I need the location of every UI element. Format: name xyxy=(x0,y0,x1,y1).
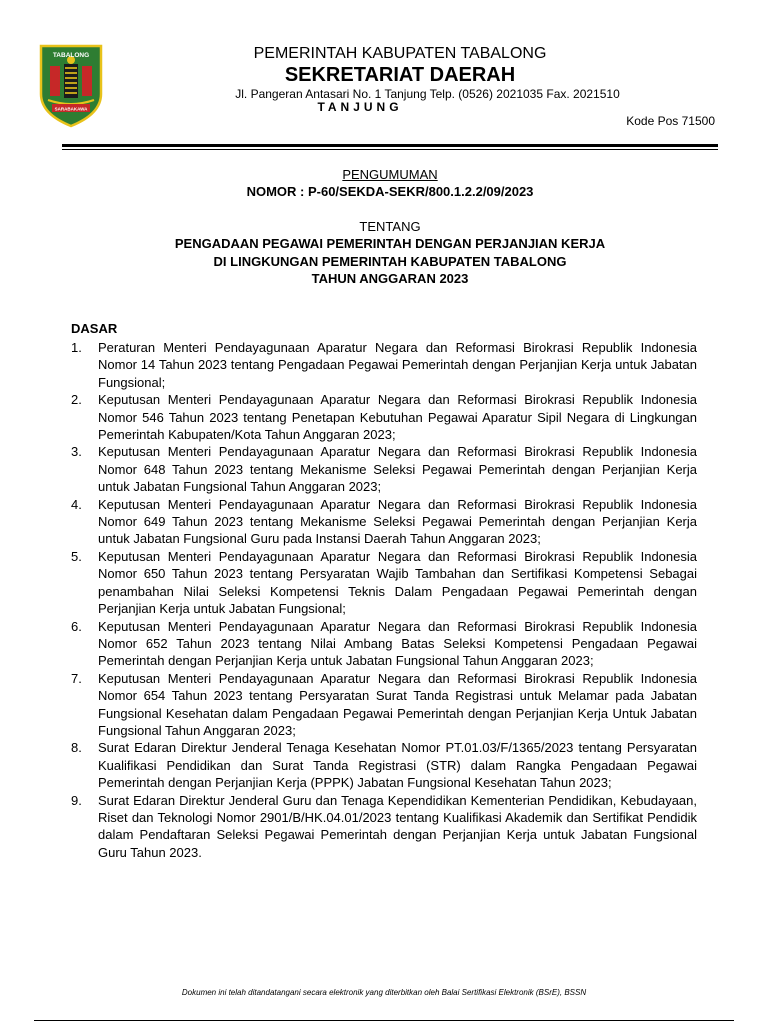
announcement-subject xyxy=(50,235,730,288)
header-postal-code: Kode Pos 71500 xyxy=(626,114,715,128)
header-address: Jl. Pangeran Antasari No. 1 Tanjung Telp. (0526) 2021035 Fax. 2021510 xyxy=(235,87,620,101)
letterhead-divider-thin xyxy=(62,149,718,150)
list-item xyxy=(71,443,697,495)
list-item xyxy=(71,670,697,740)
item-number: 6. xyxy=(71,618,82,634)
item-text: Keputusan Menteri Pendayagunaan Aparatur Negara dan Reformasi Birokrasi Republik Indonesia Nomor 654 Tahun 2023 tentang Persyaratan Surat Tanda Registrasi untuk Melamar pada Jabatan Fungsional Kesehatan dalam Pengadaan Pegawai Pemerintah dengan Perjanjian Kerja Untuk Jabatan Fungsional Tahun Anggaran 2023; xyxy=(98,670,697,738)
item-text: Keputusan Menteri Pendayagunaan Aparatur Negara dan Reformasi Birokrasi Republik Indonesia Nomor 546 Tahun 2023 tentang Penetapan Kebutuhan Pegawai Aparatur Sipil Negara di Lingkungan Pemerintah Kabupaten/Kota Tahun Anggaran 2023; xyxy=(98,392,697,443)
list-item xyxy=(71,496,697,548)
item-text: Keputusan Menteri Pendayagunaan Aparatur Negara dan Reformasi Birokrasi Republik Indonesia Nomor 649 Tahun 2023 tentang Mekanisme Seleksi Pegawai Pemerintah dengan Perjanjian Kerja untuk Jabatan Fungsional Guru pada Instansi Daerah Tahun Anggaran 2023; xyxy=(98,496,697,547)
subject-line: PENGADAAN PEGAWAI PEMERINTAH DENGAN PERJANJIAN KERJA xyxy=(174,236,606,251)
header-secretariat: SEKRETARIAT DAERAH xyxy=(284,64,516,86)
basis-list xyxy=(71,339,697,861)
list-item xyxy=(71,391,697,443)
item-number: 4. xyxy=(71,496,82,512)
item-text: Keputusan Menteri Pendayagunaan Aparatur Negara dan Reformasi Birokrasi Republik Indonesia Nomor 648 Tahun 2023 tentang Mekanisme Seleksi Pegawai Pemerintah dengan Perjanjian Kerja untuk Jabatan Fungsional Tahun Anggaran 2023; xyxy=(98,444,697,495)
item-number: 9. xyxy=(71,792,82,808)
basis-heading: DASAR xyxy=(71,321,118,336)
item-text: Surat Edaran Direktur Jenderal Tenaga Kesehatan Nomor PT.01.03/F/1365/2023 tentang Persyaratan Kualifikasi Pendidikan dan Surat Tanda Registrasi (STR) dalam Rangka Pengadaan Pegawai Pemerintah dengan Perjanjian Kerja (PPPK) Jabatan Fungsional Kesehatan Tahun 2023; xyxy=(98,740,697,791)
item-text: Surat Edaran Direktur Jenderal Guru dan Tenaga Kependidikan Kementerian Pendidikan, Kebudayaan, Riset dan Teknologi Nomor 2901/B/HK.04.01/2023 tentang Kualifikasi Akademik dan Sertifikat Pendidik dalam Pendaftaran Seleksi Pegawai Pemerintah dengan Perjanjian Kerja untuk Jabatan Fungsional Guru Tahun 2023. xyxy=(98,792,697,860)
item-number: 2. xyxy=(71,392,82,408)
subject-line: DI LINGKUNGAN PEMERINTAH KABUPATEN TABALONG xyxy=(213,253,567,269)
letterhead-divider-thick xyxy=(62,144,718,147)
item-text: Keputusan Menteri Pendayagunaan Aparatur Negara dan Reformasi Birokrasi Republik Indonesia Nomor 650 Tahun 2023 tentang Persyaratan Wajib Tambahan dan Sertifikasi Kompetensi Sebagai penambahan Nilai Seleksi Kompetensi Teknis Dalam Pengadaan Pegawai Pemerintah dengan Perjanjian Kerja untuk Jabatan Fungsional; xyxy=(98,548,697,617)
regency-logo xyxy=(38,42,104,128)
item-number: 7. xyxy=(71,670,82,686)
list-item xyxy=(71,618,697,670)
header-city: TANJUNG xyxy=(317,100,403,114)
list-item xyxy=(71,339,697,391)
header-government: PEMERINTAH KABUPATEN TABALONG xyxy=(253,45,547,62)
item-number: 5. xyxy=(71,548,82,564)
logo-label: TABALONG xyxy=(52,52,90,59)
announcement-title: PENGUMUMAN xyxy=(342,167,438,182)
item-number: 1. xyxy=(71,340,82,355)
list-item xyxy=(71,792,697,862)
item-text: Keputusan Menteri Pendayagunaan Aparatur Negara dan Reformasi Birokrasi Republik Indonesia Nomor 652 Tahun 2023 tentang Nilai Ambang Batas Seleksi Kompetensi Pengadaan Pegawai Pemerintah dengan Perjanjian Kerja untuk Jabatan Fungsional Tahun Anggaran 2023; xyxy=(98,618,697,669)
announcement-about: TENTANG xyxy=(359,219,421,234)
e-signature-note: Dokumen ini telah ditandatangani secara elektronik yang diterbitkan oleh Balai Sertifikasi Elektronik (BSrE), BSSN xyxy=(181,988,587,997)
footer-divider xyxy=(34,1020,734,1021)
logo-motto: SARABAKAWA xyxy=(54,106,88,112)
item-text: Peraturan Menteri Pendayagunaan Aparatur Negara dan Reformasi Birokrasi Republik Indonesia Nomor 14 Tahun 2023 tentang Pengadaan Pegawai Pemerintah dengan Perjanjian Kerja untuk Jabatan Fungsional; xyxy=(98,340,697,390)
item-number: 3. xyxy=(71,444,82,460)
announcement-number: NOMOR : P-60/SEKDA-SEKR/800.1.2.2/09/2023 xyxy=(246,184,534,199)
list-item xyxy=(71,739,697,791)
item-number: 8. xyxy=(71,740,82,756)
subject-line: TAHUN ANGGARAN 2023 xyxy=(311,271,469,286)
list-item xyxy=(71,548,697,618)
